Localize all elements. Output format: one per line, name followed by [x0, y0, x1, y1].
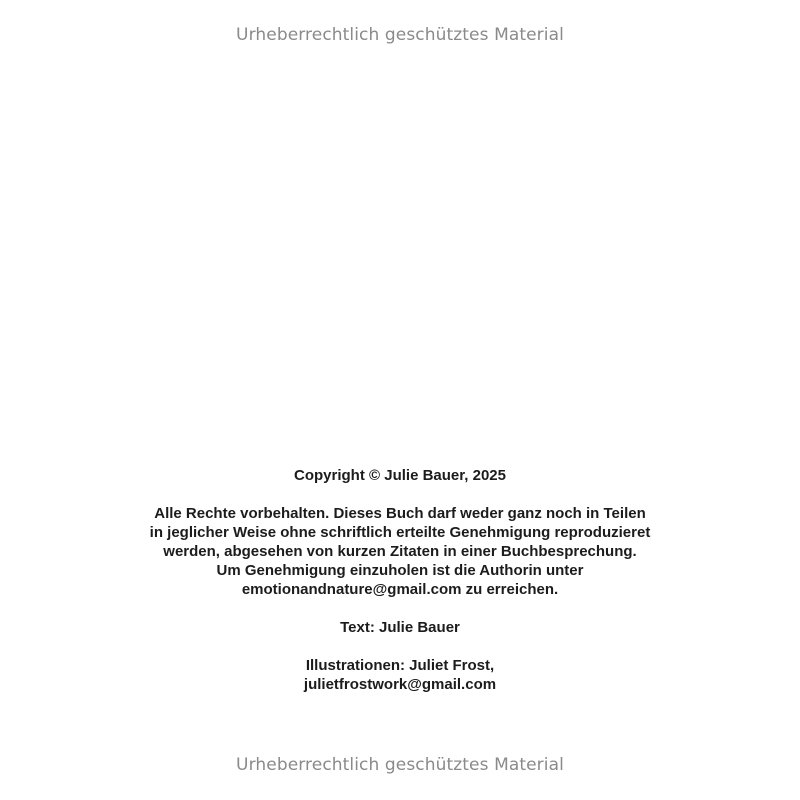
rights-contact-email: emotionandnature@gmail.com zu erreichen. [241, 581, 559, 598]
copyright-line: Copyright © Julie Bauer, 2025 [294, 467, 506, 484]
text-credit: Text: Julie Bauer [340, 619, 460, 636]
illustrations-credit: Illustrationen: Juliet Frost, [305, 657, 495, 674]
illustrator-email: julietfrostwork@gmail.com [303, 676, 497, 693]
watermark-top: Urheberrechtlich geschütztes Material [236, 25, 564, 45]
copyright-page [0, 466, 800, 694]
rights-line: werden, abgesehen von kurzen Zitaten in einer Buchbesprechung. [163, 543, 637, 560]
watermark-bottom: Urheberrechtlich geschütztes Material [236, 755, 564, 775]
spacer [0, 485, 800, 504]
rights-line: in jeglicher Weise ohne schriftlich erteilte Genehmigung reproduzieret [149, 524, 651, 541]
rights-line: Alle Rechte vorbehalten. Dieses Buch darf weder ganz noch in Teilen [154, 505, 646, 522]
rights-line: Um Genehmigung einzuholen ist die Authorin unter [216, 562, 584, 579]
spacer [0, 637, 800, 656]
spacer [0, 599, 800, 618]
